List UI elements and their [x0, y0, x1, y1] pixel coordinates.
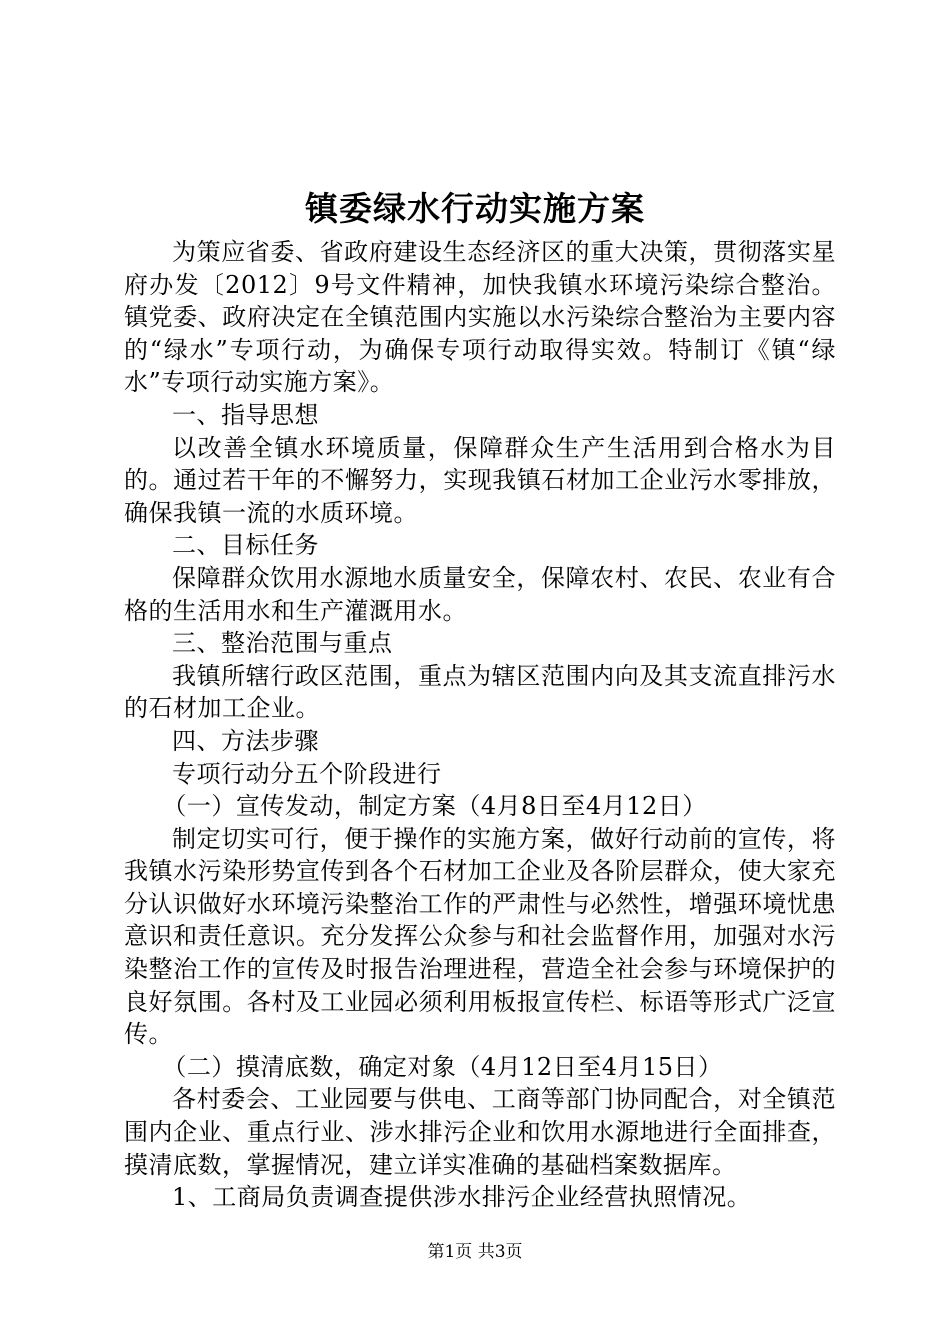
scope-paragraph: 我镇所辖行政区范围，重点为辖区范围内向及其支流直排污水的石材加工企业。: [124, 661, 836, 723]
methods-intro-paragraph: 专项行动分五个阶段进行: [172, 759, 442, 788]
intro-paragraph: 为策应省委、省政府建设生态经济区的重大决策，贯彻落实星府办发〔2012〕9号文件精神，加快我镇水环境污染综合整治。镇党委、政府决定在全镇范围内实施以水污染综合整治为主要内容的“绿水”专项行动，为确保专项行动取得实效。特制订《镇“绿水”专项行动实施方案》。: [124, 238, 836, 397]
stage-two-heading: （二）摸清底数，确定对象（4月12日至4月15日）: [162, 1052, 723, 1081]
goals-paragraph: 保障群众饮用水源地水质量安全，保障农村、农民、农业有合格的生活用水和生产灌溉用水。: [124, 563, 836, 625]
document-title: 镇委绿水行动实施方案: [305, 189, 645, 228]
section-heading-guiding-ideology: 一、指导思想: [172, 400, 319, 429]
section-heading-scope: 三、整治范围与重点: [172, 629, 393, 658]
guiding-ideology-paragraph: 以改善全镇水环境质量，保障群众生产生活用到合格水为目的。通过若干年的不懈努力，实现我镇石材加工企业污水零排放，确保我镇一流的水质环境。: [124, 433, 836, 527]
page-footer: 第1页 共3页: [427, 1242, 523, 1262]
document-body: [124, 236, 836, 1214]
stage-one-heading: （一）宣传发动，制定方案（4月8日至4月12日）: [162, 792, 707, 821]
stage-two-paragraph: 各村委会、工业园要与供电、工商等部门协同配合，对全镇范围内企业、重点行业、涉水排污企业和饮用水源地进行全面排查，摸清底数，掌握情况，建立详实准确的基础档案数据库。: [124, 1085, 836, 1179]
item-one-paragraph: 1、工商局负责调查提供涉水排污企业经营执照情况。: [172, 1183, 752, 1212]
section-heading-methods: 四、方法步骤: [172, 726, 319, 755]
stage-one-paragraph: 制定切实可行，便于操作的实施方案，做好行动前的宣传，将我镇水污染形势宣传到各个石材加工企业及各阶层群众，使大家充分认识做好水环境污染整治工作的严肃性与必然性，增强环境忧患意识和责任意识。充分发挥公众参与和社会监督作用，加强对水污染整治工作的宣传及时报告治理进程，营造全社会参与环境保护的良好氛围。各村及工业园必须利用板报宣传栏、标语等形式广泛宣传。: [124, 824, 836, 1049]
section-heading-goals: 二、目标任务: [172, 531, 319, 560]
